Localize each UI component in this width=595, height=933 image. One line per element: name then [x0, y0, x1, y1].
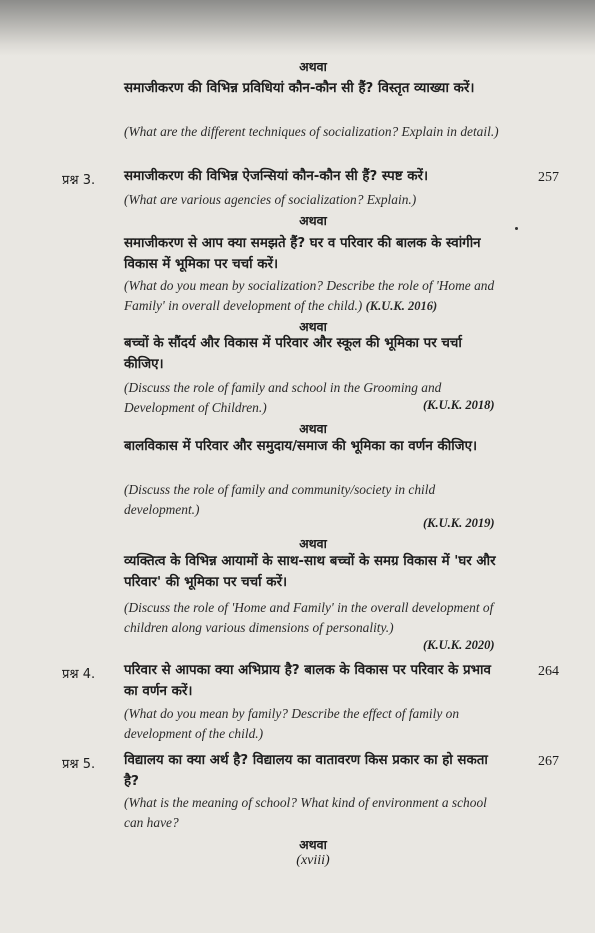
question-english: [124, 276, 502, 316]
question-hindi: बच्चों के सौंदर्य और विकास में परिवार और स्कूल की भूमिका पर चर्चा कीजिए।: [124, 336, 462, 372]
or-label: अथवा: [299, 837, 327, 852]
exam-reference: (K.U.K. 2020): [423, 638, 495, 652]
question-hindi: परिवार से आपका क्या अभिप्राय है? बालक के विकास पर परिवार के प्रभाव का वर्णन करें।: [124, 663, 491, 699]
question-english: (What are the different techniques of socialization? Explain in detail.): [124, 124, 499, 139]
question-english: (What is the meaning of school? What kind of environment a school can have?: [124, 795, 487, 830]
question-english-text: (What do you mean by socialization? Describe the role of 'Home and Family' in overall development of the child.): [124, 278, 495, 313]
question-number: प्रश्न 4.: [62, 667, 96, 682]
question-english: (What are various agencies of socialization? Explain.): [124, 192, 417, 207]
page-number-ref: 267: [538, 754, 559, 769]
question-english: (What do you mean by family? Describe the effect of family on development of the child.): [124, 706, 460, 741]
question-hindi: विद्यालय का क्या अर्थ है? विद्यालय का वातावरण किस प्रकार का हो सकता है?: [124, 753, 488, 789]
exam-reference: (K.U.K. 2018): [423, 398, 495, 412]
or-label: अथवा: [299, 213, 327, 228]
exam-reference: (K.U.K. 2019): [423, 516, 495, 530]
or-label: अथवा: [299, 59, 327, 74]
ink-dot: [515, 227, 518, 230]
page-folio: (xviii): [296, 853, 330, 868]
question-number: प्रश्न 3.: [62, 173, 96, 188]
question-number: प्रश्न 5.: [62, 757, 96, 772]
page-number-ref: 257: [538, 170, 559, 185]
question-hindi: समाजीकरण की विभिन्न प्रविधियां कौन-कौन सी हैं? विस्तृत व्याख्या करें।: [124, 81, 475, 96]
page-number-ref: 264: [538, 664, 559, 679]
question-hindi: व्यक्तित्व के विभिन्न आयामों के साथ-साथ बच्चों के समग्र विकास में 'घर और परिवार' की भूमिका पर चर्चा करें।: [124, 554, 496, 590]
question-english: (Discuss the role of 'Home and Family' in the overall development of children along various dimensions of personality.): [124, 600, 494, 635]
or-label: अथवा: [299, 421, 327, 436]
question-hindi: समाजीकरण की विभिन्न ऐजन्सियां कौन-कौन सी हैं? स्पष्ट करें।: [124, 169, 429, 184]
or-label: अथवा: [299, 536, 327, 551]
question-hindi: समाजीकरण से आप क्या समझते हैं? घर व परिवार की बालक के स्वांगीन विकास में भूमिका पर चर्चा करें।: [124, 236, 481, 272]
or-label: अथवा: [299, 319, 327, 334]
question-hindi: बालविकास में परिवार और समुदाय/समाज की भूमिका का वर्णन कीजिए।: [124, 439, 478, 454]
question-english: (Discuss the role of family and school in the Grooming and Development of Children.): [124, 380, 442, 415]
question-english: (Discuss the role of family and community/society in child development.): [124, 482, 436, 517]
exam-reference: (K.U.K. 2016): [365, 299, 438, 313]
